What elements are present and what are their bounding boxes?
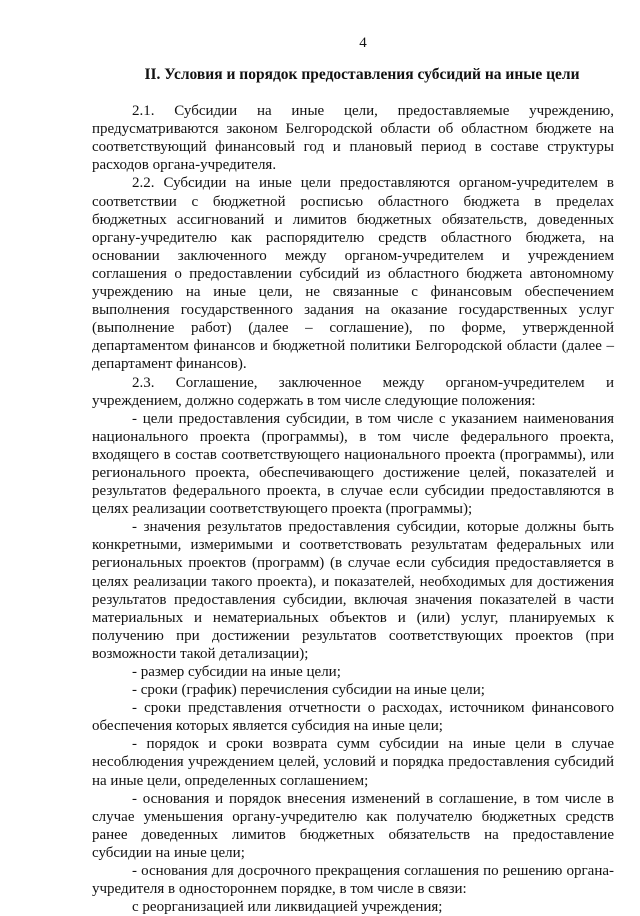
list-item: - размер субсидии на иные цели; — [132, 664, 341, 680]
list-item: - сроки (график) перечисления субсидии на иные цели; — [132, 682, 485, 699]
list-item: - значения результатов предоставления субсидии, которые должны быть конкретными, измеримыми и соответствовать результатам федеральных или региональных проектов (программ) (в случае если субсидия предоставляется в целях реализации такого проекта), и показателей, необходимых для достижения результатов предоставления субсидии, включая значения показателей в части материальных и нематериальных объектов и (или) услуг, планируемых к получению при достижении результатов соответствующих проектов (при возможности такой детализации); — [92, 519, 614, 662]
paragraph-2-2: 2.2. Субсидии на иные цели предоставляются органом-учредителем в соответствии с бюджетной росписью областного бюджета в пределах бюджетных ассигнований и лимитов бюджетных обязательств, доведенных органу-учредителю как распорядителю средств областного бюджета, на основании заключенного между органом-учредителем и учреждением соглашения о предоставлении субсидий из областного бюджета автономному учреждению на иные цели, не связанные с финансовым обеспечением выполнения государственного задания на оказание государственных услуг (выполнение работ) (далее – соглашение), по форме, утвержденной департаментом финансов и бюджетной политики Белгородской области (далее – департамент финансов). — [92, 175, 614, 373]
list-item: - цели предоставления субсидии, в том числе с указанием наименования национального проекта (программы), в том числе федерального проекта, входящего в состав соответствующего национального проекта (программы), или регионального проекта, обеспечивающего достижение целей, показателей и результатов федерального проекта, в случае если субсидии предоставляются в целях реализации соответствующего проекта (программы); — [92, 410, 614, 518]
document-page — [92, 34, 614, 916]
paragraph-2-3: 2.3. Соглашение, заключенное между органом-учредителем и учреждением, должно содержать в том числе следующие положения: — [92, 374, 614, 409]
page-number: 4 — [359, 35, 367, 51]
list-item: с реорганизацией или ликвидацией учреждения; — [132, 899, 443, 916]
list-item: - основания для досрочного прекращения соглашения по решению органа-учредителя в одностороннем порядке, в том числе в связи: — [92, 863, 614, 898]
list-item: - основания и порядок внесения изменений в соглашение, в том числе в случае уменьшения органу-учредителю как получателю бюджетных средств ранее доведенных лимитов бюджетных обязательств на предоставление субсидии на иные цели; — [92, 790, 614, 861]
list-item: - порядок и сроки возврата сумм субсидии на иные цели в случае несоблюдения учреждением целей, условий и порядка предоставления субсидий на иные цели, определенных соглашением; — [92, 736, 614, 789]
list-item: - сроки представления отчетности о расходах, источником финансового обеспечения которых является субсидия на иные цели; — [92, 700, 614, 735]
paragraph-2-1: 2.1. Субсидии на иные цели, предоставляемые учреждению, предусматриваются законом Белгородской области об областном бюджете на соответствующий финансовый год и плановый период в составе структуры расходов органа-учредителя. — [92, 103, 614, 174]
section-title: II. Условия и порядок предоставления субсидий на иные цели — [144, 66, 580, 83]
